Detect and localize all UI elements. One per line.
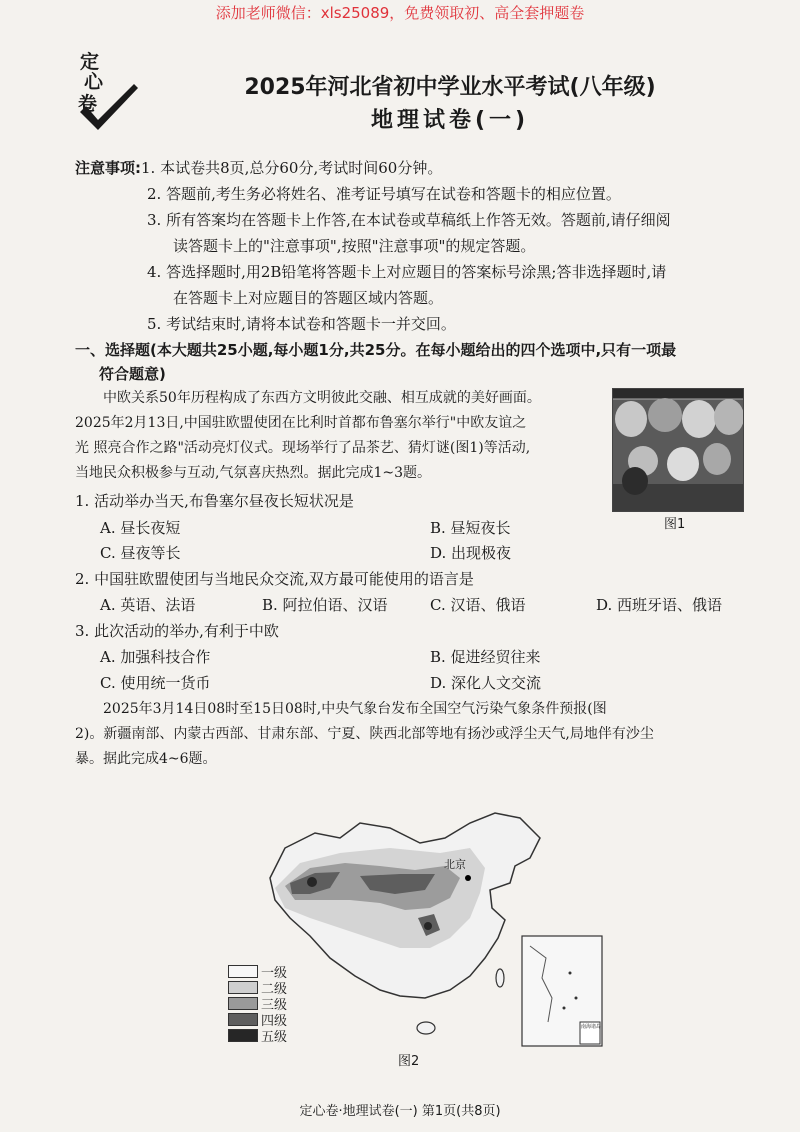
section-heading-line: 一、选择题(本大题共25小题,每小题1分,共25分。在每小题给出的四个选项中,只有一项最 — [75, 341, 677, 359]
note-item: 3. 所有答案均在答题卡上作答,在本试卷或草稿纸上作答无效。答题前,请仔细阅 — [147, 211, 671, 229]
lantern-photo-image — [613, 389, 743, 511]
option: D. 深化人文交流 — [430, 674, 542, 692]
legend-swatch — [228, 1013, 258, 1026]
figure-1-caption: 图1 — [664, 517, 686, 532]
legend-label: 五级 — [261, 1029, 288, 1045]
option: C. 汉语、俄语 — [430, 596, 526, 614]
note-item: 5. 考试结束时,请将本试卷和答题卡一并交回。 — [147, 315, 456, 333]
china-air-pollution-map — [230, 808, 620, 1048]
passage-2 — [75, 697, 790, 772]
figure-2-caption: 图2 — [398, 1054, 420, 1069]
legend-label: 四级 — [261, 1013, 288, 1029]
note-item: 读答题卡上的"注意事项",按照"注意事项"的规定答题。 — [173, 237, 536, 255]
note-item: 1. 本试卷共8页,总分60分,考试时间60分钟。 — [141, 159, 443, 177]
legend-swatch — [228, 1029, 258, 1042]
question-1: 1. 活动举办当天,布鲁塞尔昼夜长短状况是 — [75, 492, 354, 510]
legend-swatch — [228, 965, 258, 978]
figure-2-map — [230, 808, 620, 1048]
stamp-logo: 定 心 卷 — [78, 50, 140, 145]
exam-title: 2025年河北省初中学业水平考试(八年级) — [244, 75, 656, 100]
figure-1-photo — [612, 388, 744, 512]
note-item: 在答题卡上对应题目的答题区域内答题。 — [173, 289, 444, 307]
option: B. 昼短夜长 — [430, 519, 511, 537]
passage-line: 光 照亮合作之路"活动亮灯仪式。现场举行了品茶艺、猜灯谜(图1)等活动, — [75, 440, 531, 456]
passage-line: 2025年2月13日,中国驻欧盟使团在比利时首都布鲁塞尔举行"中欧友谊之 — [75, 415, 527, 431]
passage-line: 2025年3月14日08时至15日08时,中央气象台发布全国空气污染气象条件预报(图 — [103, 701, 607, 717]
section-heading-line: 符合题意) — [99, 365, 166, 383]
legend-label: 三级 — [261, 997, 288, 1013]
option: A. 英语、法语 — [100, 596, 196, 614]
option: A. 昼长夜短 — [100, 519, 181, 537]
inset-label: 南海诸岛 — [581, 1024, 602, 1030]
legend-label: 一级 — [261, 965, 288, 981]
question-3: 3. 此次活动的举办,有利于中欧 — [75, 622, 279, 640]
option: A. 加强科技合作 — [100, 648, 211, 666]
legend-label: 二级 — [261, 981, 288, 997]
passage-line: 中欧关系50年历程构成了东西方文明彼此交融、相互成就的美好画面。 — [103, 390, 541, 406]
legend-item — [228, 1027, 287, 1043]
option: B. 促进经贸往来 — [430, 648, 541, 666]
notes-block — [75, 155, 780, 337]
option: D. 出现极夜 — [430, 544, 512, 562]
option: C. 昼夜等长 — [100, 544, 181, 562]
legend-swatch — [228, 981, 258, 994]
beijing-label: 北京 — [444, 858, 466, 871]
option: D. 西班牙语、俄语 — [596, 596, 723, 614]
map-legend — [228, 963, 287, 1043]
passage-line: 暴。据此完成4~6题。 — [75, 751, 217, 767]
passage-line: 当地民众积极参与互动,气氛喜庆热烈。据此完成1~3题。 — [75, 465, 431, 481]
passage-line: 2)。新疆南部、内蒙古西部、甘肃东部、宁夏、陕西北部等地有扬沙或浮尘天气,局地伴有沙尘 — [75, 726, 654, 742]
note-item: 2. 答题前,考生务必将姓名、准考证号填写在试卷和答题卡的相应位置。 — [147, 185, 621, 203]
page-footer: 定心卷·地理试卷(一) 第1页(共8页) — [299, 1104, 501, 1119]
exam-subtitle: 地理试卷(一) — [370, 108, 530, 133]
watermark-text: 添加老师微信：xls25089，免费领取初、高全套押题卷 — [215, 4, 585, 22]
section-heading — [75, 338, 785, 386]
note-item: 4. 答选择题时,用2B铅笔将答题卡上对应题目的答案标号涂黑;答非选择题时,请 — [147, 263, 667, 281]
notes-label: 注意事项: — [75, 159, 141, 177]
option: B. 阿拉伯语、汉语 — [262, 596, 388, 614]
passage-1 — [75, 386, 615, 486]
question-2: 2. 中国驻欧盟使团与当地民众交流,双方最可能使用的语言是 — [75, 570, 474, 588]
option: C. 使用统一货币 — [100, 674, 211, 692]
legend-swatch — [228, 997, 258, 1010]
